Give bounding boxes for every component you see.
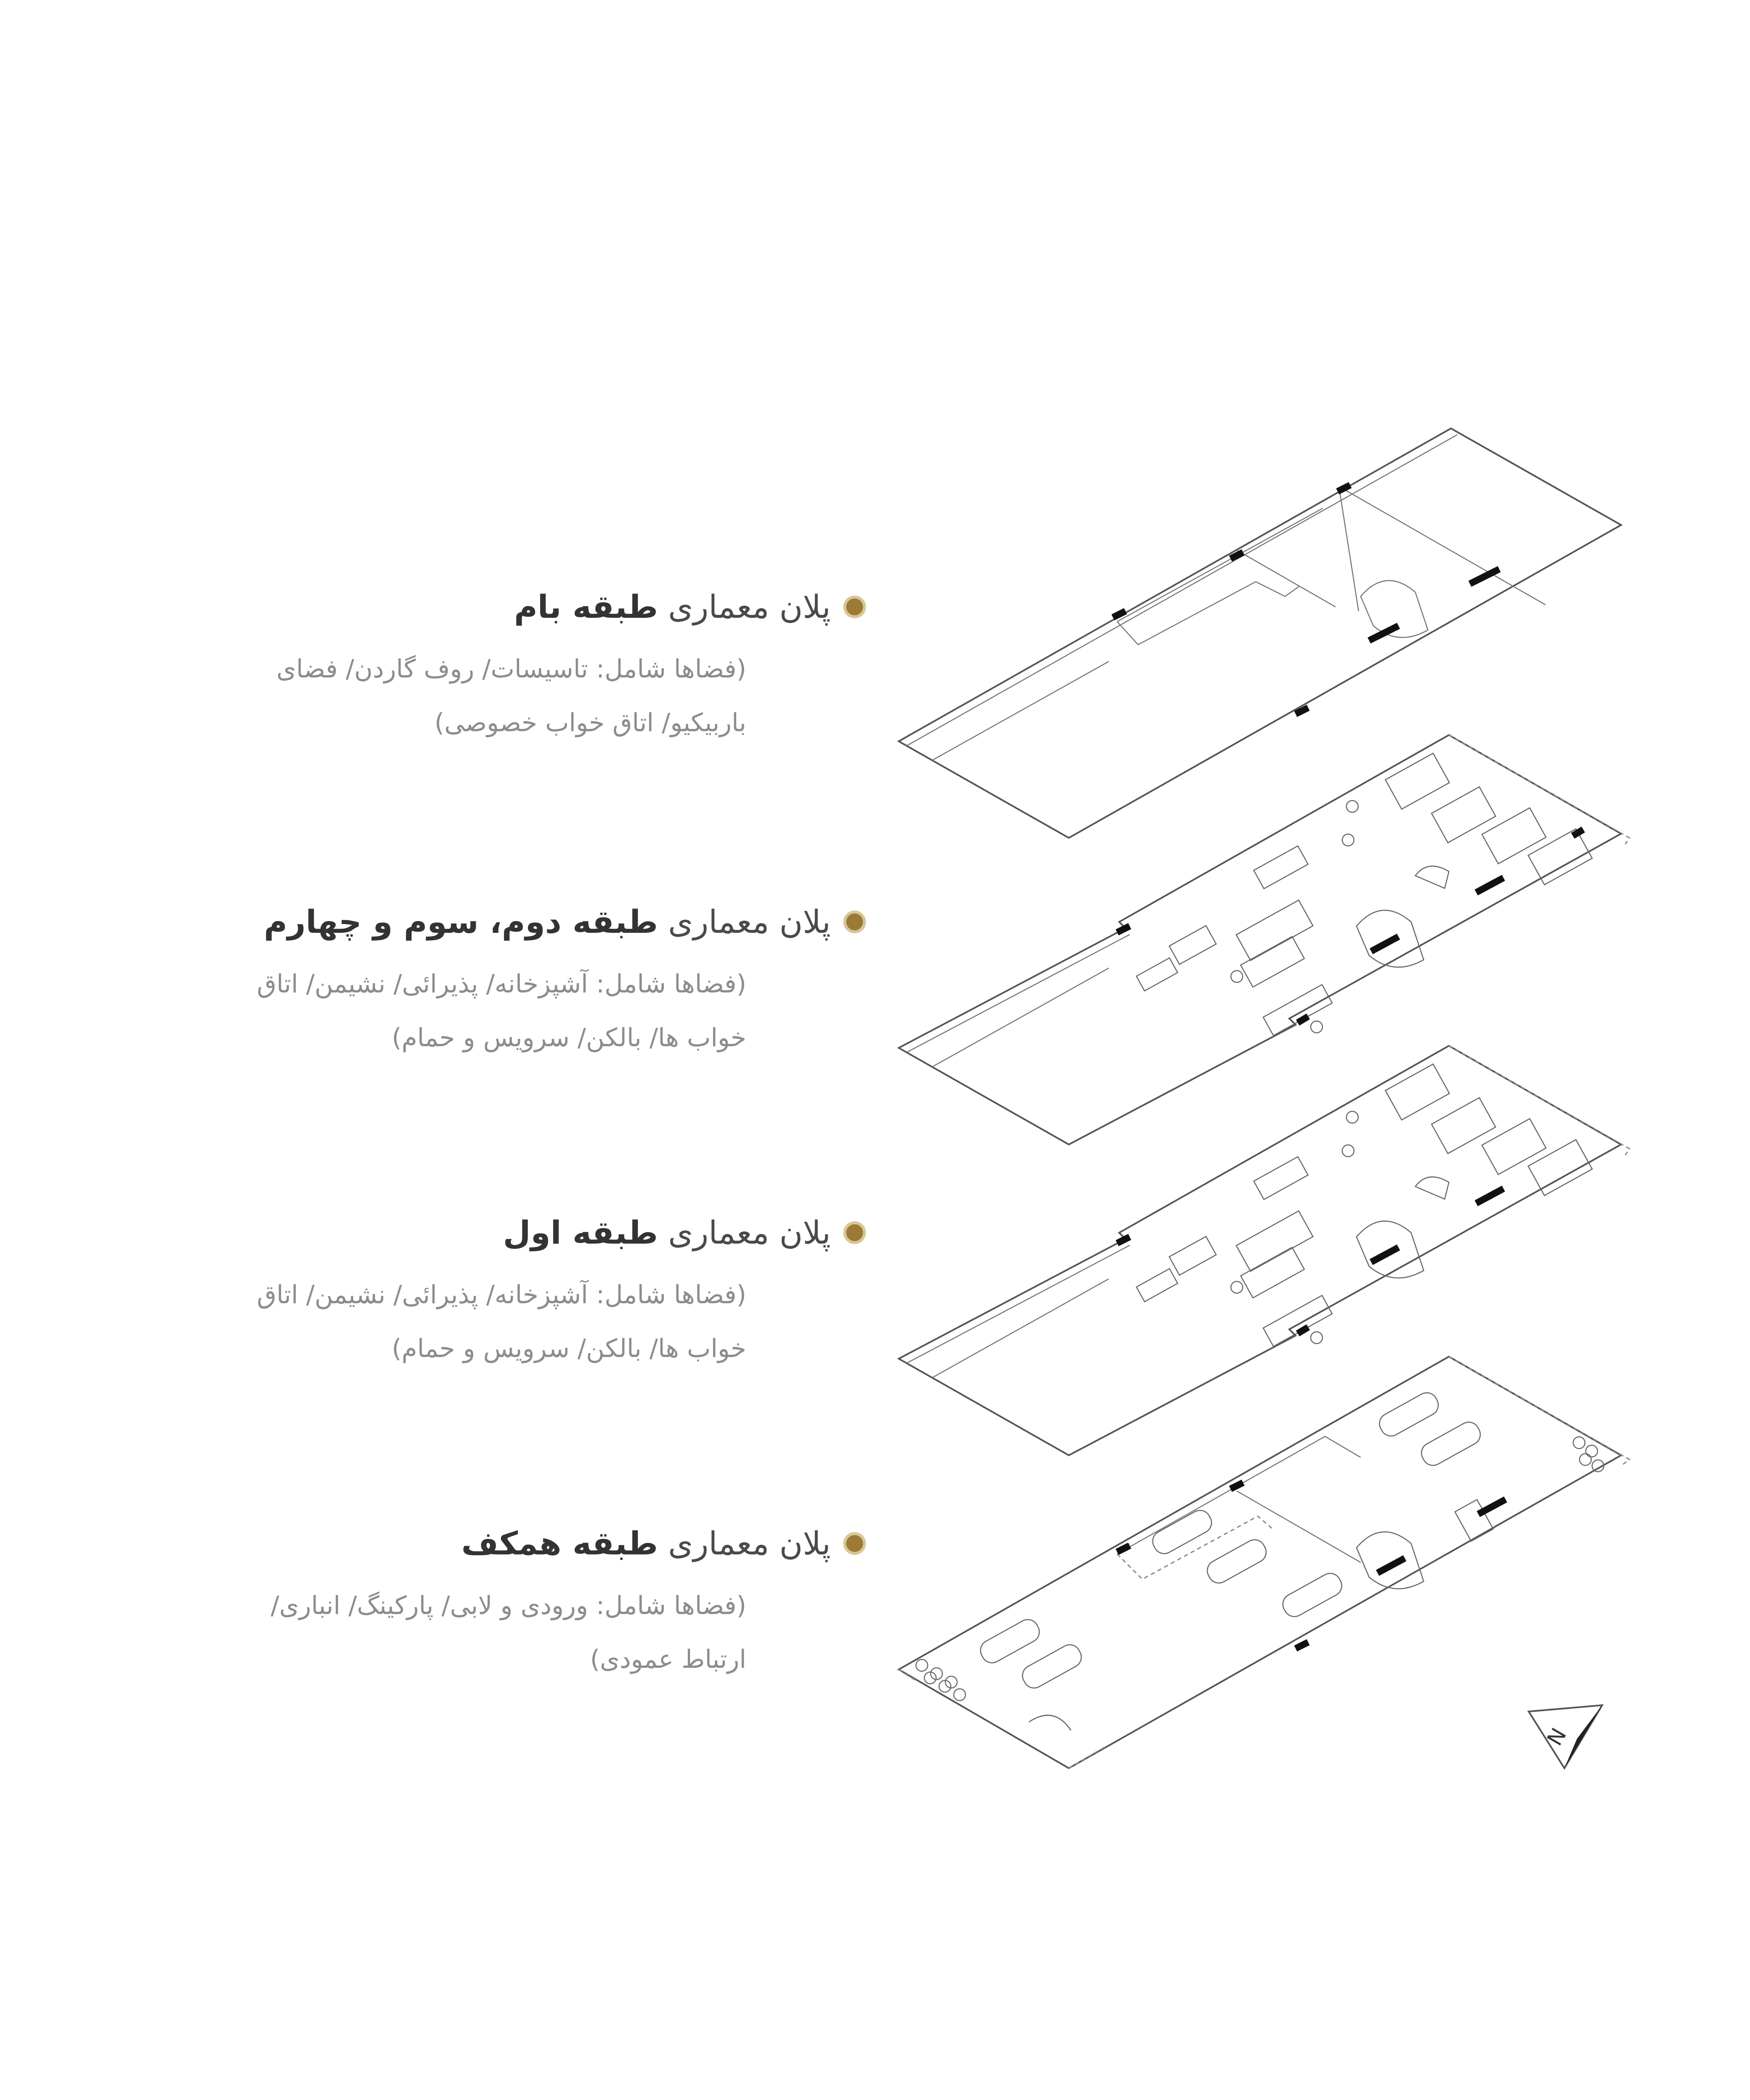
title-bold: طبقه دوم، سوم و چهارم: [264, 903, 658, 940]
legend-description: [192, 957, 746, 1065]
legend-title: [514, 588, 831, 625]
legend-description: [192, 642, 746, 750]
title-prefix: پلان معماری: [668, 903, 831, 940]
north-label: N: [1542, 1724, 1572, 1750]
legend-title: [264, 903, 831, 940]
bullet-icon: [843, 596, 866, 618]
desc-line-1: (فضاها شامل: آشپزخانه/ پذیرائی/ نشیمن/ اتاق: [257, 969, 746, 999]
title-prefix: پلان معماری: [668, 1525, 831, 1562]
north-arrow-icon: [1529, 1705, 1602, 1768]
typical-floor-plan: [899, 735, 1629, 1144]
desc-line-2: خواب ها/ بالکن/ سرویس و حمام): [391, 1334, 746, 1363]
legend-title-row: [192, 903, 866, 940]
bullet-icon: [843, 911, 866, 933]
first-floor-plan: [899, 1046, 1629, 1455]
desc-line-1: (فضاها شامل: ورودی و لابی/ پارکینگ/ انباری/: [270, 1591, 746, 1620]
desc-line-1: (فضاها شامل: آشپزخانه/ پذیرائی/ نشیمن/ اتاق: [257, 1280, 746, 1310]
legend-typical-floors: [192, 903, 866, 1065]
title-bold: طبقه اول: [503, 1214, 658, 1251]
legend-description: [192, 1579, 746, 1686]
legend-title-row: [192, 588, 866, 625]
title-prefix: پلان معماری: [668, 1214, 831, 1251]
legend-roof-floor: [192, 588, 866, 750]
desc-line-2: خواب ها/ بالکن/ سرویس و حمام): [391, 1023, 746, 1053]
legend-title-row: [192, 1525, 866, 1562]
title-bold: طبقه بام: [514, 588, 658, 625]
desc-line-2: باربیکیو/ اتاق خواب خصوصی): [434, 708, 746, 738]
legend-first-floor: [192, 1214, 866, 1376]
ground-floor-plan: [899, 1357, 1629, 1768]
legend-title: [503, 1214, 831, 1251]
desc-line-2: ارتباط عمودی): [590, 1645, 746, 1674]
bullet-icon: [843, 1532, 866, 1555]
title-bold: طبقه همکف: [461, 1525, 658, 1562]
roof-plan: [899, 428, 1621, 838]
legend-title: [461, 1525, 831, 1562]
legend-ground-floor: [192, 1525, 866, 1686]
desc-line-1: (فضاها شامل: تاسیسات/ روف گاردن/ فضای: [276, 654, 746, 684]
legend-description: [192, 1268, 746, 1376]
legend-title-row: [192, 1214, 866, 1251]
bullet-icon: [843, 1221, 866, 1244]
title-prefix: پلان معماری: [668, 588, 831, 625]
